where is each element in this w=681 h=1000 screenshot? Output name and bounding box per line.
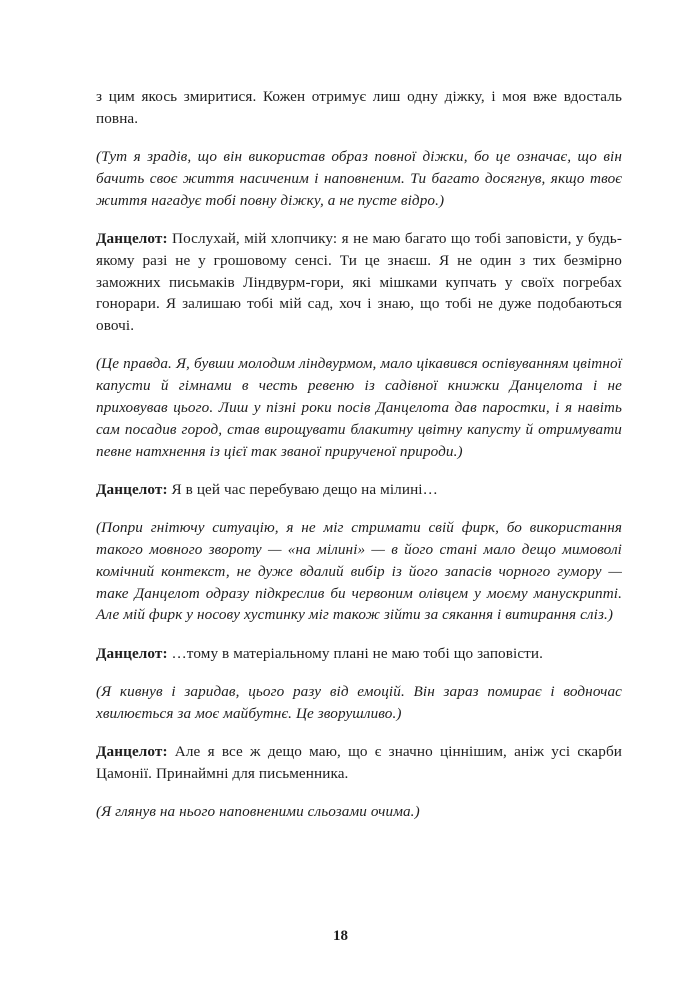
page-number: 18 — [333, 928, 348, 944]
paragraph-aside — [96, 517, 622, 626]
speaker-name: Данцелот: — [96, 480, 168, 498]
speaker-name: Данцелот: — [96, 644, 168, 662]
speaker-name: Данцелот: — [96, 229, 168, 247]
dialogue-text: Я в цей час перебуваю дещо на мілині… — [167, 480, 438, 498]
page-body — [96, 86, 622, 840]
paragraph-dialogue — [96, 643, 622, 665]
paragraph-dialogue — [96, 479, 622, 501]
aside-text: (Це правда. Я, бувши молодим ліндвурмом, мало цікавився оспівуванням цвітної капусти й гімнами в честь ревеню із садівної книжки Данцелота і не приховував цього. Лиш у пізні роки посів Данцелота дав паростки, і я навіть сам посадив город, став вирощувати блакитну цвітну капусту й отримувати певне натхнення із цієї так званої прирученої природи.) — [96, 355, 622, 460]
dialogue-text: Але я все ж дещо маю, що є значно ціннішим, аніж усі скарби Цамонії. Принаймні для письменника. — [96, 743, 622, 782]
paragraph-dialogue — [96, 741, 622, 785]
paragraph-aside — [96, 353, 622, 462]
paragraph-aside — [96, 146, 622, 211]
aside-text: (Я кивнув і заридав, цього разу від емоцій. Він зараз помирає і водночас хвилюється за моє майбутнє. Це зворушливо.) — [96, 683, 622, 722]
aside-text: (Попри гнітючу ситуацію, я не міг стримати свій фирк, бо використання такого мовного звороту — «на мілині» — в його стані мало дещо мимоволі комічний контекст, не дуже вдалий вибір із його запасів чорного гумору — таке Данцелот одразу підкреслив би червоним олівцем у моєму манускрипті. Але мій фирк у носову хустинку міг також зійти за сякання і витирання сліз.) — [96, 519, 622, 624]
paragraph-aside — [96, 801, 622, 823]
dialogue-text: …тому в матеріальному плані не маю тобі що заповісти. — [167, 644, 544, 662]
paragraph-text — [96, 86, 622, 130]
paragraph-aside — [96, 681, 622, 725]
aside-text: (Тут я зрадів, що він використав образ повної діжки, бо це означає, що він бачить своє життя насиченим і наповненим. Ти багато досягнув, якщо твоє життя нагадує тобі повну діжку, а не пусте відро.) — [96, 148, 622, 209]
dialogue-text: Послухай, мій хлопчику: я не маю багато що тобі заповісти, у будь-якому разі не у грошовому сенсі. Ти це знаєш. Я не один з тих безмірно заможних письмаків Ліндвурм-гори, які мішками купчать у своїх погребах гонорари. Я залишаю тобі мій сад, хоч і знаю, що тобі не дуже подобаються овочі. — [96, 229, 622, 335]
paragraph-text-content: з цим якось змиритися. Кожен отримує лиш одну діжку, і моя вже вдосталь повна. — [96, 88, 622, 127]
paragraph-dialogue — [96, 228, 622, 337]
aside-text: (Я глянув на нього наповненими сльозами очима.) — [96, 803, 420, 821]
speaker-name: Данцелот: — [96, 743, 168, 761]
